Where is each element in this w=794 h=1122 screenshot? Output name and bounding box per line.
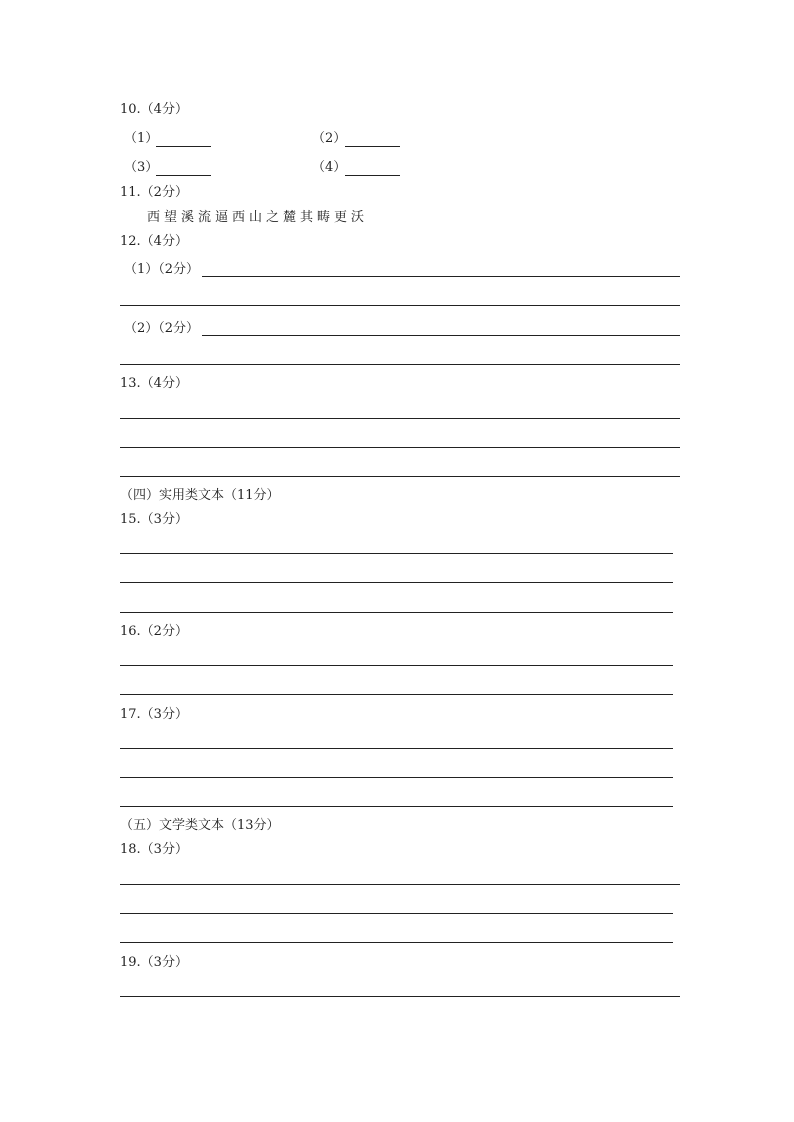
q17-line-2[interactable]	[120, 777, 673, 778]
q15-line-2[interactable]	[120, 582, 673, 583]
q12-sub2-line-2[interactable]	[120, 364, 680, 365]
question-16-title: 16.（2分）	[120, 624, 188, 639]
q15-line-3[interactable]	[120, 612, 673, 613]
q17-line-3[interactable]	[120, 806, 673, 807]
question-18-title: 18.（3分）	[120, 842, 188, 857]
q10-blank-4-line[interactable]	[345, 175, 400, 176]
q12-sub2-label: （2）（2分）	[124, 321, 200, 336]
q19-line-1[interactable]	[120, 996, 680, 997]
section-5-title: （五）文学类文本（13分）	[120, 818, 280, 833]
q10-blank-1-line[interactable]	[156, 146, 211, 147]
question-15-title: 15.（3分）	[120, 512, 188, 527]
q10-blank-3-label: （3）	[124, 160, 159, 175]
q12-sub1-label: （1）（2分）	[124, 262, 200, 277]
q18-line-1[interactable]	[120, 884, 680, 885]
q18-line-3[interactable]	[120, 942, 673, 943]
q13-line-2[interactable]	[120, 447, 680, 448]
question-17-title: 17.（3分）	[120, 707, 188, 722]
q18-line-2[interactable]	[120, 913, 673, 914]
question-10-title: 10.（4分）	[120, 102, 188, 117]
section-4-title: （四）实用类文本（11分）	[120, 488, 280, 503]
q10-blank-4-label: （4）	[312, 160, 347, 175]
q16-line-2[interactable]	[120, 694, 673, 695]
question-11-title: 11.（2分）	[120, 185, 188, 200]
question-12-title: 12.（4分）	[120, 234, 188, 249]
q11-sentence[interactable]: 西望溪流逼西山之麓其畴更沃	[147, 210, 369, 225]
q10-blank-2-line[interactable]	[345, 146, 400, 147]
q16-line-1[interactable]	[120, 665, 673, 666]
q13-line-3[interactable]	[120, 476, 680, 477]
q10-blank-2-label: （2）	[312, 131, 347, 146]
q10-blank-1-label: （1）	[124, 131, 159, 146]
q12-sub1-line-2[interactable]	[120, 305, 680, 306]
question-13-title: 13.（4分）	[120, 376, 188, 391]
q15-line-1[interactable]	[120, 553, 673, 554]
q13-line-1[interactable]	[120, 418, 680, 419]
q12-sub2-line-1[interactable]	[202, 335, 680, 336]
q17-line-1[interactable]	[120, 748, 673, 749]
question-19-title: 19.（3分）	[120, 955, 188, 970]
q10-blank-3-line[interactable]	[156, 175, 211, 176]
q12-sub1-line-1[interactable]	[202, 276, 680, 277]
